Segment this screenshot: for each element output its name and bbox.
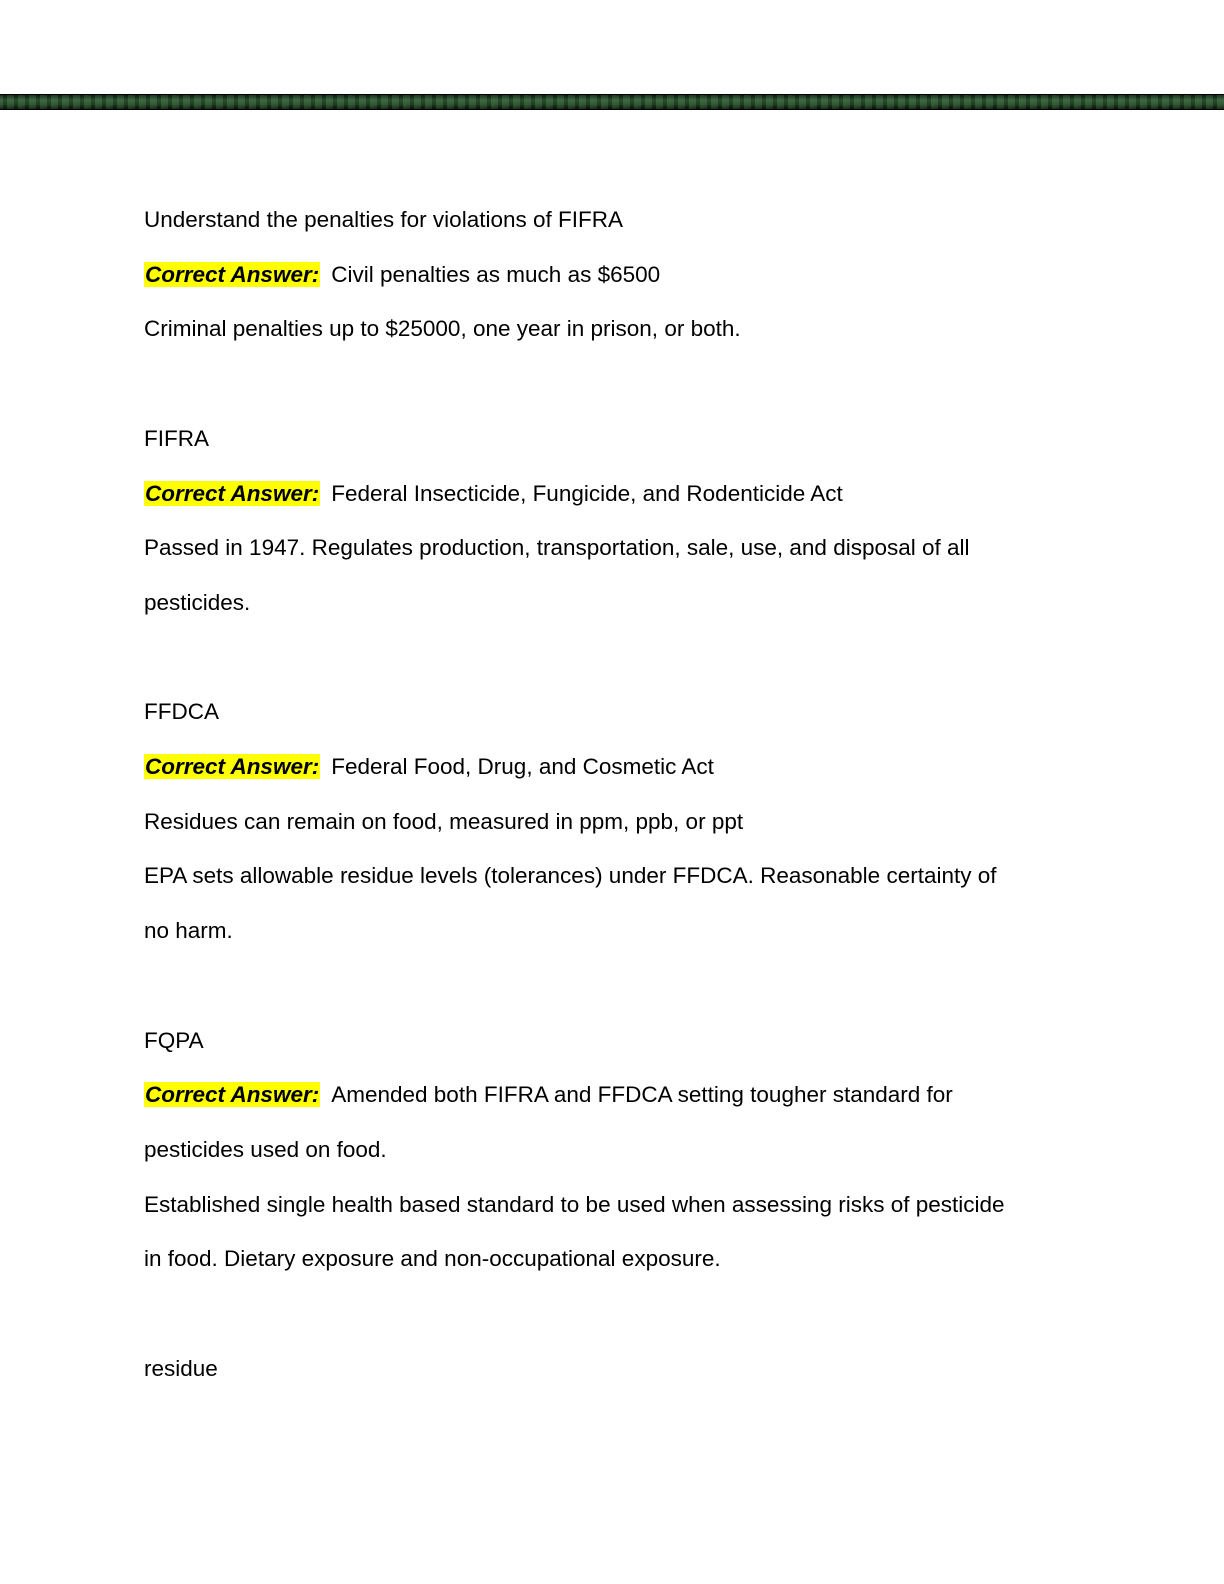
answer-text: Federal Food, Drug, and Cosmetic Act (331, 754, 714, 779)
correct-answer-label: Correct Answer: (145, 1082, 320, 1108)
answer-text: Civil penalties as much as $6500 (331, 261, 661, 287)
answer-detail: pesticides used on food. (144, 1136, 387, 1162)
question-text: Understand the penalties for violations of FIFRA (144, 207, 623, 232)
header-decorative-band (0, 94, 1224, 110)
question-text: FIFRA (144, 425, 209, 451)
spacer (144, 631, 1064, 686)
question-text: FQPA (144, 1027, 204, 1053)
answer-line (144, 740, 1064, 795)
answer-detail: pesticides. (144, 589, 251, 615)
question-text: residue (144, 1355, 218, 1381)
answer-detail: Passed in 1947. Regulates production, transportation, sale, use, and disposal of all (144, 535, 970, 561)
correct-answer-label: Correct Answer: (145, 754, 320, 779)
answer-detail: in food. Dietary exposure and non-occupational exposure. (144, 1246, 721, 1272)
spacer (144, 357, 1064, 412)
answer-line (144, 248, 1064, 303)
spacer (144, 1287, 1064, 1342)
answer-detail: Established single health based standard to be used when assessing risks of pesticide (144, 1191, 1005, 1217)
answer-detail: no harm. (144, 918, 233, 944)
spacer (144, 959, 1064, 1014)
flashcard-document (144, 193, 1064, 1396)
answer-detail: Criminal penalties up to $25000, one year in prison, or both. (144, 316, 741, 342)
answer-line (144, 467, 1064, 522)
correct-answer-label: Correct Answer: (145, 261, 320, 287)
answer-detail: EPA sets allowable residue levels (tolerances) under FFDCA. Reasonable certainty of (144, 863, 997, 889)
correct-answer-label: Correct Answer: (145, 480, 320, 506)
answer-detail: Residues can remain on food, measured in ppm, ppb, or ppt (144, 808, 744, 834)
answer-line (144, 1068, 1064, 1123)
answer-text: Federal Insecticide, Fungicide, and Rodenticide Act (331, 480, 843, 506)
answer-text: Amended both FIFRA and FFDCA setting tougher standard for (331, 1082, 953, 1108)
question-text: FFDCA (144, 699, 219, 725)
